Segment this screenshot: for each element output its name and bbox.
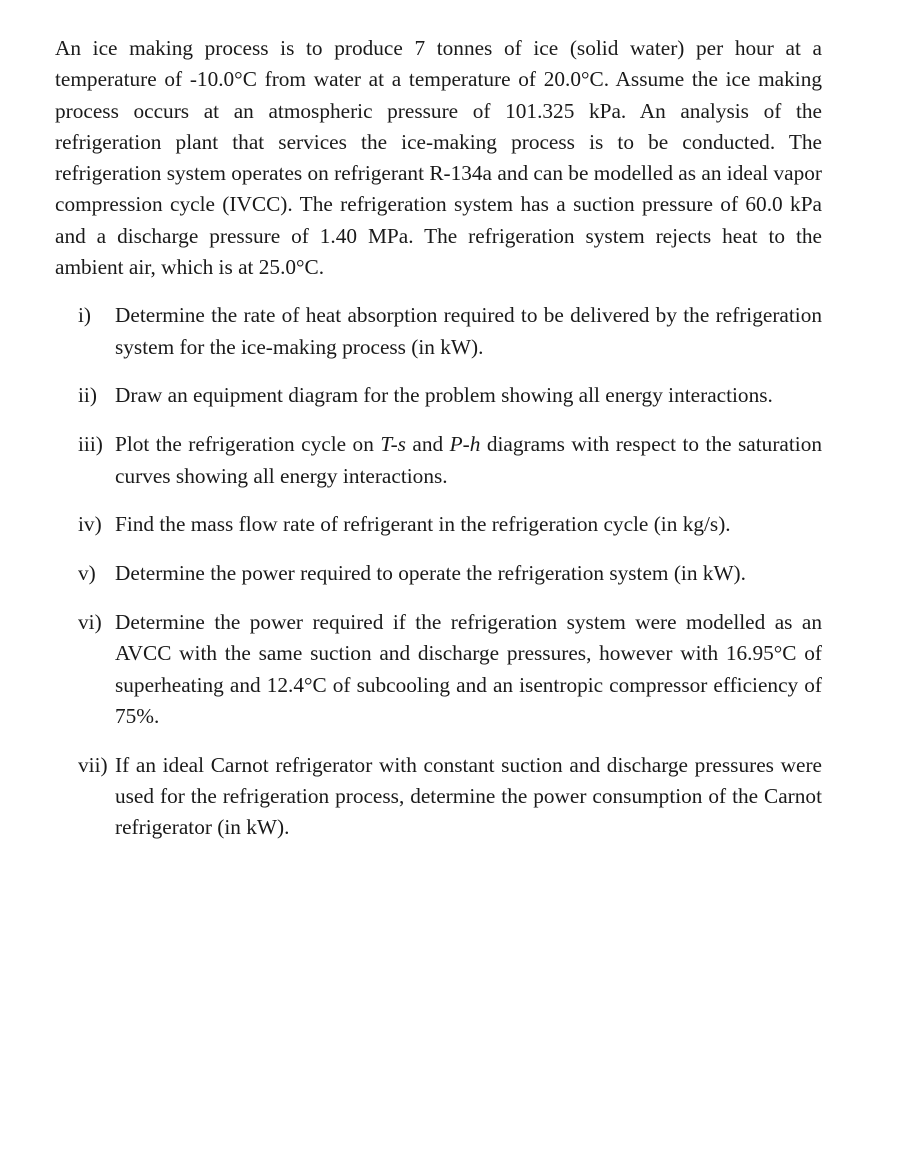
question-number: i): [78, 303, 92, 328]
question-text: Determine the power required if the refrigeration system were modelled as an AVCC with the same suction and discharge pressures, however with 16.95°C of superheating and 12.4°C of subcooling and an isentropic compressor efficiency of 75%.: [115, 609, 822, 728]
ph-diagram-label: P-h: [449, 432, 481, 457]
question-number: iii): [78, 432, 103, 457]
question-text: Draw an equipment diagram for the problem showing all energy interactions.: [115, 383, 773, 408]
question-text: If an ideal Carnot refrigerator with constant suction and discharge pressures were used for the refrigeration process, determine the power consumption of the Carnot refrigerator (in kW).: [115, 752, 822, 840]
question-text: Determine the rate of heat absorption required to be delivered by the refrigeration system for the ice-making process (in kW).: [115, 303, 822, 359]
problem-statement: An ice making process is to produce 7 tonnes of ice (solid water) per hour at a temperature of -10.0°C from water at a temperature of 20.0°C. Assume the ice making process occurs at an atmospheric pressure of 101.325 kPa. An analysis of the refrigeration plant that services the ice-making process is to be conducted. The refrigeration system operates on refrigerant R-134a and can be modelled as an ideal vapor compression cycle (IVCC). The refrigeration system has a suction pressure of 60.0 kPa and a discharge pressure of 1.40 MPa. The refrigeration system rejects heat to the ambient air, which is at 25.0°C.: [55, 36, 822, 280]
question-number: iv): [78, 512, 102, 537]
question-number: vi): [78, 609, 102, 634]
question-vii: [55, 750, 822, 844]
question-text-part: Plot the refrigeration cycle on: [115, 432, 381, 457]
question-text: Determine the power required to operate the refrigeration system (in kW).: [115, 561, 746, 586]
question-text: [115, 429, 822, 492]
question-v: [55, 558, 822, 589]
question-number: vii): [78, 752, 108, 777]
question-text-part: and: [405, 432, 450, 457]
question-vi: [55, 607, 822, 732]
document-page: [55, 33, 822, 861]
question-number: ii): [78, 383, 97, 408]
question-text: Find the mass flow rate of refrigerant in the refrigeration cycle (in kg/s).: [115, 512, 731, 537]
question-ii: [55, 380, 822, 411]
question-iii: [55, 429, 822, 492]
question-number: v): [78, 561, 96, 586]
question-text-part: diagrams with respect to the saturation curves showing all energy interactions.: [115, 432, 822, 488]
question-iv: [55, 509, 822, 540]
question-list: [55, 300, 822, 843]
question-i: [55, 300, 822, 363]
ts-diagram-label: T-s: [380, 432, 406, 457]
